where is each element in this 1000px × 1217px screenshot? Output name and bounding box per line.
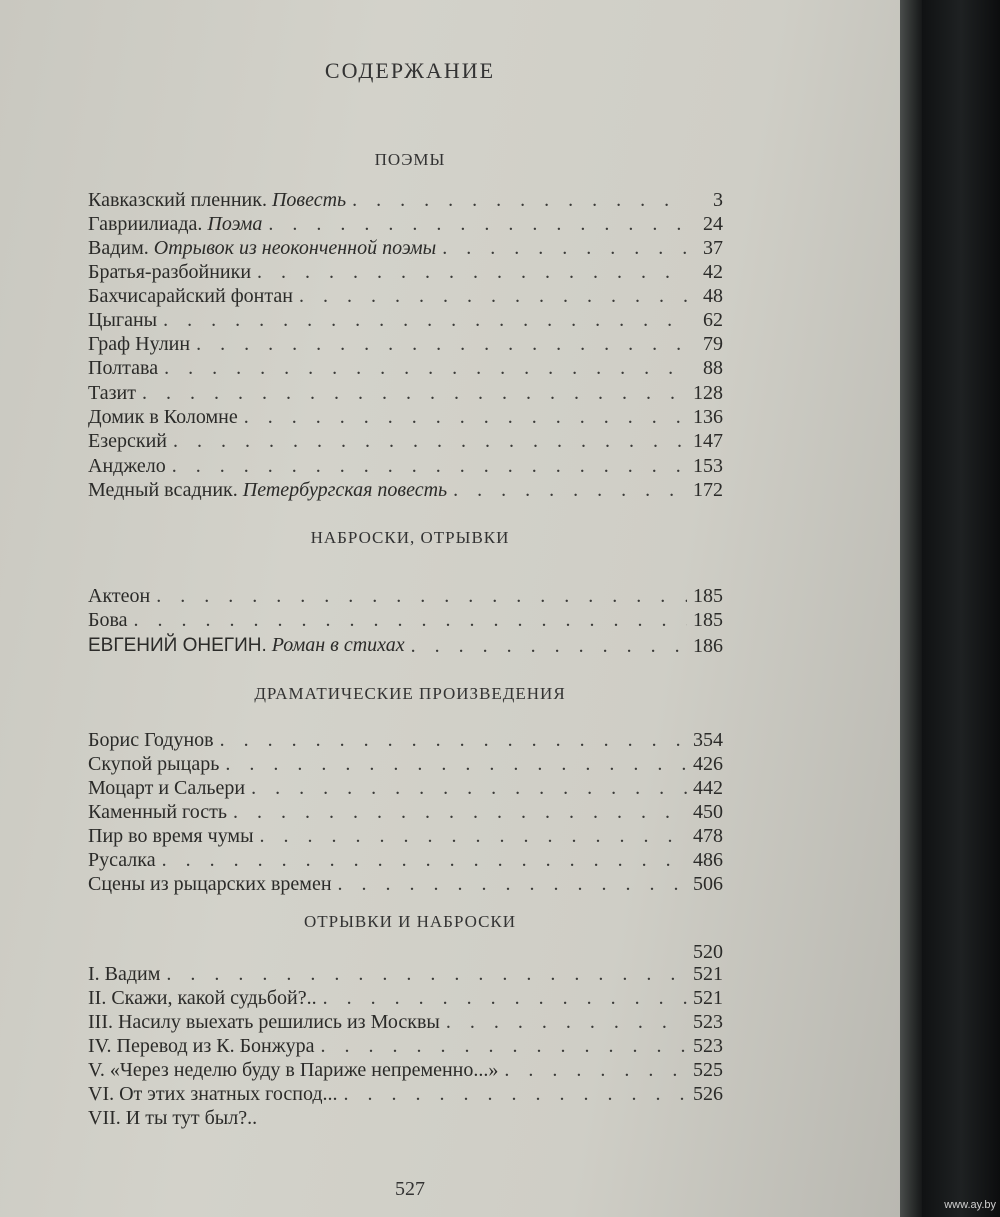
toc-entry: Анджело . . . 153 <box>88 454 723 478</box>
toc-entry: I. Вадим . . . 521 <box>88 962 723 986</box>
toc-entry: Домик в Коломне . . . 136 <box>88 405 723 429</box>
toc-entry: Моцарт и Сальери . . . 442 <box>88 776 723 800</box>
toc-entry: Скупой рыцарь . . . 426 <box>88 752 723 776</box>
page-title: СОДЕРЖАНИЕ <box>324 58 496 83</box>
toc-entry: Бова . . . 185 <box>88 608 723 632</box>
toc-entry: II. Скажи, какой судьбой?.. . . . 521 <box>88 986 723 1010</box>
toc-entry: Гавриилиада. Поэма . . . 24 <box>88 212 723 236</box>
lead-page-number: 520 <box>693 941 723 963</box>
toc-entry: Братья-разбойники . . . 42 <box>88 260 723 284</box>
toc-entry: Борис Годунов . . . 354 <box>88 728 723 752</box>
page-number: 527 <box>395 1178 425 1200</box>
watermark: www.ay.by <box>944 1199 996 1211</box>
section-heading-dramatic: ДРАМАТИЧЕСКИЕ ПРОИЗВЕДЕНИЯ <box>254 684 566 703</box>
section-heading-sketches: НАБРОСКИ, ОТРЫВКИ <box>310 528 510 547</box>
toc-entry: Кавказский пленник. Повесть . . . 3 <box>88 188 723 212</box>
toc-entry: Медный всадник. Петербургская повесть . . . 172 <box>88 478 723 502</box>
toc-entry: Сцены из рыцарских времен . . . 506 <box>88 872 723 896</box>
dark-background <box>922 0 1000 1217</box>
toc-entry: Русалка . . . 486 <box>88 848 723 872</box>
toc-entry: Пир во время чумы . . . 478 <box>88 824 723 848</box>
toc-entry: III. Насилу выехать решились из Москвы . . . 523 <box>88 1010 723 1034</box>
section-heading-poems: ПОЭМЫ <box>374 150 446 169</box>
toc-entry: Каменный гость . . . 450 <box>88 800 723 824</box>
toc-entry: Вадим. Отрывок из неоконченной поэмы . . . 37 <box>88 236 723 260</box>
book-cover-edge <box>900 0 922 1217</box>
toc-entry: VII. И ты тут был?.. <box>88 1107 258 1129</box>
toc-entry: ЕВГЕНИЙ ОНЕГИН. Роман в стихах . . . 186 <box>88 634 723 658</box>
toc-entry: Граф Нулин . . . 79 <box>88 332 723 356</box>
toc-entry: Полтава . . . 88 <box>88 356 723 380</box>
section-heading-fragments: ОТРЫВКИ И НАБРОСКИ <box>303 912 517 931</box>
toc-entry: Езерский . . . 147 <box>88 429 723 453</box>
toc-entry: VI. От этих знатных господ... . . . 526 <box>88 1082 723 1106</box>
toc-entry: Цыганы . . . 62 <box>88 308 723 332</box>
toc-entry: Актеон . . . 185 <box>88 584 723 608</box>
toc-entry: Бахчисарайский фонтан . . . 48 <box>88 284 723 308</box>
toc-entry: V. «Через неделю буду в Париже непременно...» . . . 525 <box>88 1058 723 1082</box>
toc-entry: Тазит . . . 128 <box>88 381 723 405</box>
toc-entry: IV. Перевод из К. Бонжура . . . 523 <box>88 1034 723 1058</box>
